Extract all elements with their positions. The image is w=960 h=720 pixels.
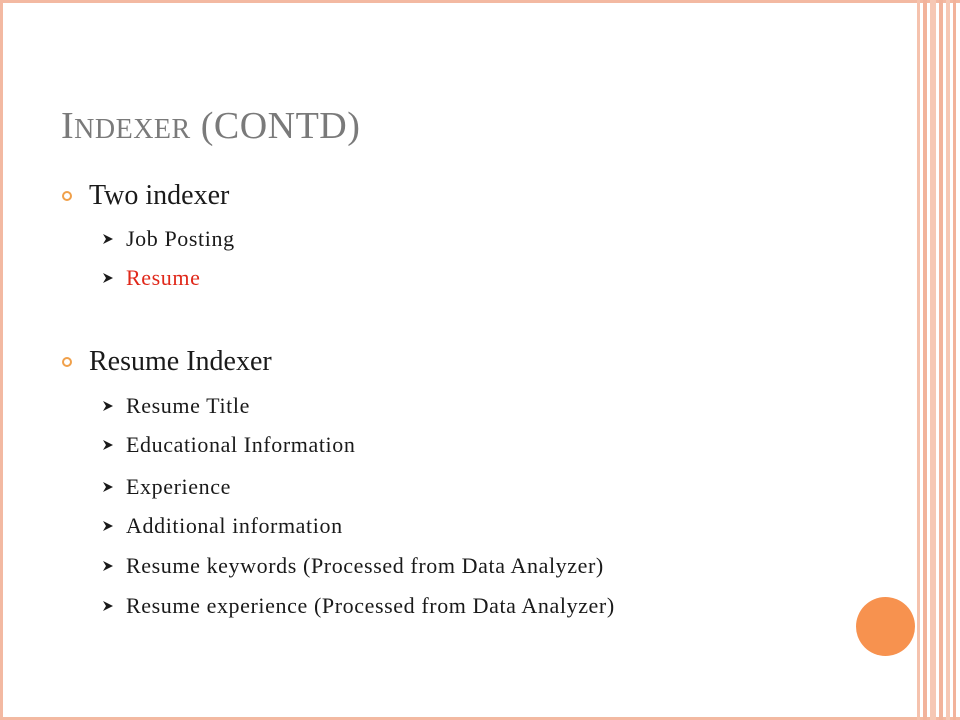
arrowhead-bullet-icon <box>102 600 114 612</box>
title-smallcaps: NDEXER <box>74 114 191 145</box>
slide: INDEXER (CONTD) Two indexer Job Posting Resume Resume Indexer Resume Title Educational Information Experience Additional information Resume keywords (Processed from Data Analyzer) Resume experience (Processed from Data Analyzer) <box>0 0 960 720</box>
right-stripes-decoration <box>914 0 960 720</box>
title-first-letter: I <box>61 105 75 147</box>
arrowhead-bullet-icon <box>102 233 114 245</box>
arrowhead-bullet-icon <box>102 520 114 532</box>
orange-circle-decoration <box>856 597 915 656</box>
ring-bullet-icon <box>62 191 72 201</box>
title-rest: (CONTD) <box>190 105 361 147</box>
arrowhead-bullet-icon <box>102 400 114 412</box>
arrowhead-bullet-icon <box>102 481 114 493</box>
arrowhead-bullet-icon <box>102 439 114 451</box>
frame-left-border <box>0 0 3 720</box>
arrowhead-bullet-icon <box>102 272 114 284</box>
slide-title <box>61 104 360 148</box>
ring-bullet-icon <box>62 357 72 367</box>
arrowhead-bullet-icon <box>102 560 114 572</box>
frame-top-border <box>0 0 960 3</box>
